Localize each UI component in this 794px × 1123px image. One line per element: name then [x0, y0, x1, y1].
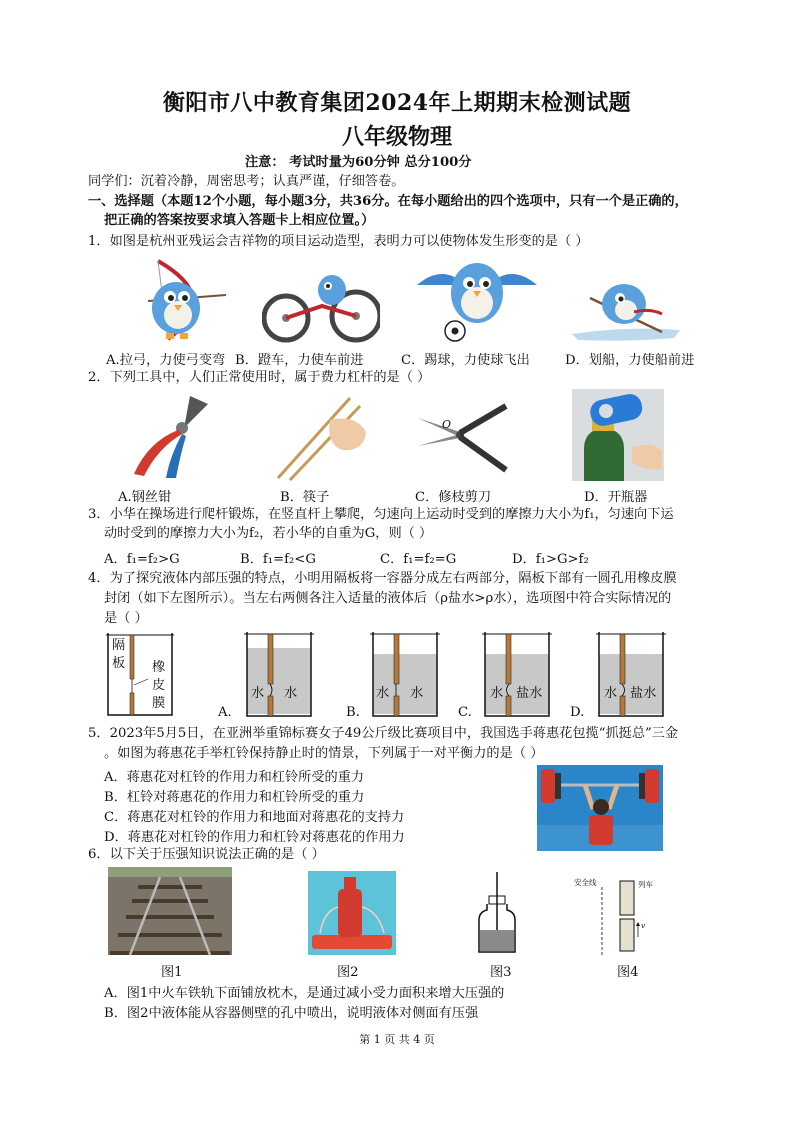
exam-subtitle: 八年级物理 — [341, 124, 452, 150]
q5-stem-cont: 。如图为蒋惠花手举杠铃保持静止时的情景，下列属于一对平衡力的是（ ） — [104, 746, 544, 761]
option-a-left-liquid: 水 — [251, 686, 265, 701]
q1-option-a: A.拉弓，力使弓变弯 — [106, 353, 226, 368]
q4-option-d: D. — [570, 705, 585, 720]
q5-option-b: B．杠铃对蒋惠花的作用力和杠铃所受的重力 — [104, 790, 365, 805]
option-b-container-diagram — [370, 632, 442, 718]
section-heading-cont: 把正确的答案按要求填入答题卡上相应位置。） — [104, 213, 375, 228]
q2-option-c: C．修枝剪刀 — [415, 490, 492, 505]
q4-stem: 4．为了探究液体内部压强的特点，小明用隔板将一容器分成左右两部分，隔板下部有一圆孔用橡皮膜 — [88, 571, 677, 586]
q4-option-c: C. — [458, 705, 472, 720]
q4-option-b: B. — [346, 705, 360, 720]
q5-option-d: D．蒋惠花对杠铃的作用力和杠铃对蒋惠花的作用力 — [104, 830, 405, 845]
option-a-container-diagram — [244, 632, 316, 718]
train-label: 列车 — [638, 880, 653, 889]
q4-option-a: A. — [218, 705, 232, 720]
weightlifter-photo — [537, 765, 663, 851]
option-b-right-liquid: 水 — [410, 686, 424, 701]
q6-option-a: A．图1中火车铁轨下面铺放枕木，是通过减小受力面积来增大压强的 — [104, 986, 505, 1001]
q5-option-c: C．蒋惠花对杠铃的作用力和地面对蒋惠花的支持力 — [104, 810, 405, 825]
q5-option-a: A．蒋惠花对杠铃的作用力和杠铃所受的重力 — [104, 770, 365, 785]
q3-option-c: C．f₁=f₂=G — [380, 552, 457, 567]
pliers-image — [128, 392, 214, 480]
figure-1-label: 图1 — [161, 965, 183, 980]
safety-line-label: 安全线 — [574, 878, 597, 887]
page-footer: 第 1 页 共 4 页 — [359, 1033, 435, 1046]
option-c-container-diagram — [482, 632, 554, 718]
label-pi: 皮 — [152, 678, 166, 693]
q1-option-c: C．踢球，力使球飞出 — [401, 353, 530, 368]
mascot-football-image — [413, 255, 541, 343]
chopsticks-image — [272, 392, 370, 484]
q5-stem: 5．2023年5月5日，在亚洲举重锦标赛女子49公斤级比赛项目中，我国选手蒋惠花包揽“抓挺总”三金 — [88, 726, 679, 741]
exam-notice: 注意： 考试时量为60分钟 总分100分 — [245, 155, 472, 170]
q3-option-d: D．f₁>G>f₂ — [512, 552, 589, 567]
svg-text:O: O — [442, 418, 452, 431]
figure-3-label: 图3 — [490, 965, 512, 980]
figure-4-label: 图4 — [617, 965, 639, 980]
section-heading: 一、选择题（本题12个小题，每小题3分，共36分。在每小题给出的四个选项中，只有一个是正确的， — [88, 194, 688, 209]
partition-container-diagram — [106, 633, 176, 717]
bottle-spout-photo — [308, 871, 396, 955]
q4-stem-cont2: 是（ ） — [104, 611, 148, 626]
q2-option-d: D．开瓶器 — [584, 490, 648, 505]
label-mo: 膜 — [152, 696, 166, 711]
q2-option-b: B．筷子 — [280, 490, 330, 505]
q3-option-b: B．f₁=f₂<G — [240, 552, 316, 567]
q3-option-a: A．f₁=f₂>G — [104, 552, 180, 567]
q1-option-b: B．蹬车，力使车前进 — [235, 353, 364, 368]
exam-title: 衡阳市八中教育集团2024年上期期末检测试题 — [162, 90, 632, 116]
option-d-right-liquid: 盐水 — [630, 686, 657, 701]
greeting: 同学们：沉着冷静，周密思考；认真严谨，仔细答卷。 — [88, 174, 405, 189]
label-ban: 板 — [112, 656, 126, 671]
option-b-left-liquid: 水 — [376, 686, 390, 701]
q6-stem: 6．以下关于压强知识说法正确的是（ ） — [88, 847, 325, 862]
option-c-right-liquid: 盐水 — [516, 686, 543, 701]
label-ge: 隔 — [112, 638, 126, 653]
option-d-container-diagram — [596, 632, 668, 718]
label-xiang: 橡 — [152, 660, 166, 675]
option-c-left-liquid: 水 — [490, 686, 504, 701]
q2-stem: 2．下列工具中，人们正常使用时，属于费力杠杆的是（ ） — [88, 370, 431, 385]
velocity-label: v — [641, 921, 646, 930]
jar-tube-diagram — [475, 870, 519, 956]
q1-option-d: D．划船，力使船前进 — [565, 353, 695, 368]
figure-2-label: 图2 — [337, 965, 359, 980]
q2-option-a: A.钢丝钳 — [118, 490, 172, 505]
q1-stem: 1．如图是杭州亚残运会吉祥物的项目运动造型，表明力可以使物体发生形变的是（ ） — [88, 234, 589, 249]
q4-stem-cont: 封闭（如下左图所示）。当左右两侧各注入适量的液体后（ρ盐水>ρ水），选项图中符合实际情况的 — [104, 591, 672, 606]
mascot-cycling-image — [262, 268, 380, 348]
mascot-rowing-image — [570, 268, 682, 348]
option-a-right-liquid: 水 — [284, 686, 298, 701]
q3-stem: 3．小华在操场进行爬杆锻炼，在竖直杆上攀爬，匀速向上运动时受到的摩擦力大小为f₁，匀速向下运 — [88, 507, 674, 522]
q3-stem-cont: 动时受到的摩擦力大小为f₂，若小华的自重为G，则（ ） — [104, 526, 433, 541]
q6-option-b: B．图2中液体能从容器侧壁的孔中喷出，说明液体对侧面有压强 — [104, 1006, 479, 1021]
mascot-archery-image — [128, 253, 240, 343]
option-d-left-liquid: 水 — [604, 686, 618, 701]
bottle-opener-image — [572, 389, 664, 481]
railway-track-photo — [108, 867, 232, 955]
train-safety-line-diagram — [574, 877, 658, 957]
pruning-shears-image — [414, 398, 512, 478]
